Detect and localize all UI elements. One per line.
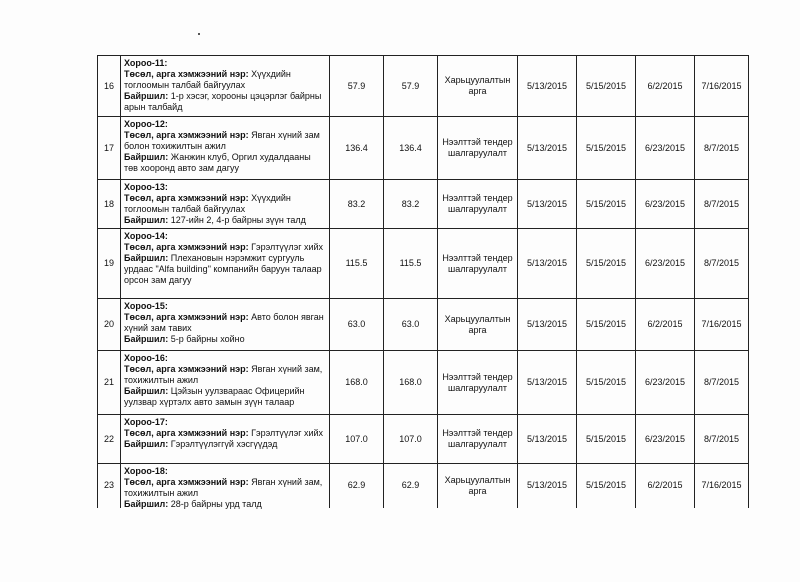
procurement-method: Нээлттэй тендер шалгаруулалт (438, 180, 518, 229)
date-3: 6/23/2015 (636, 415, 695, 464)
date-3: 6/2/2015 (636, 299, 695, 351)
contract-amount: 115.5 (384, 229, 438, 299)
location-label: Байршил: (124, 334, 169, 344)
contract-amount: 62.9 (384, 464, 438, 508)
location-text: Цэйзын уулзвараас Офицерийн уулзвар хүртэлх авто замын зүүн талаар (124, 386, 305, 407)
date-1: 5/13/2015 (518, 56, 577, 117)
cut-off-cell-content (124, 466, 326, 509)
project-description (121, 415, 330, 464)
location-label: Байршил: (124, 439, 169, 449)
project-label: Төсөл, арга хэмжээний нэр: (124, 242, 249, 252)
contract-amount: 63.0 (384, 299, 438, 351)
date-4: 8/7/2015 (695, 229, 749, 299)
district-title: Хороо-15: (124, 301, 168, 311)
procurement-method: Нээлттэй тендер шалгаруулалт (438, 229, 518, 299)
district-title: Хороо-12: (124, 119, 168, 129)
date-2: 5/15/2015 (577, 299, 636, 351)
project-name: Явган хүний зам, тохижилтын ажил (124, 364, 323, 385)
project-label: Төсөл, арга хэмжээний нэр: (124, 428, 249, 438)
date-4: 8/7/2015 (695, 180, 749, 229)
project-label: Төсөл, арга хэмжээний нэр: (124, 69, 249, 79)
row-number: 19 (98, 229, 121, 299)
location-label: Байршил: (124, 91, 169, 101)
contract-amount: 57.9 (384, 56, 438, 117)
project-name: Явган хүний зам, тохижилтын ажил (124, 477, 323, 498)
budget-amount: 62.9 (330, 464, 384, 508)
row-number: 16 (98, 56, 121, 117)
procurement-table (97, 55, 749, 508)
procurement-method: Нээлттэй тендер шалгаруулалт (438, 351, 518, 415)
table-row (98, 415, 749, 464)
location-label: Байршил: (124, 253, 169, 263)
project-label: Төсөл, арга хэмжээний нэр: (124, 477, 249, 487)
procurement-method: Харьцуулалтын арга (438, 56, 518, 117)
project-description (121, 56, 330, 117)
budget-amount: 115.5 (330, 229, 384, 299)
date-1: 5/13/2015 (518, 180, 577, 229)
project-label: Төсөл, арга хэмжээний нэр: (124, 130, 249, 140)
date-2: 5/15/2015 (577, 415, 636, 464)
project-name: Гэрэлтүүлэг хийх (251, 428, 324, 438)
row-number: 21 (98, 351, 121, 415)
date-4: 7/16/2015 (695, 299, 749, 351)
location-text: Жанжин клуб, Оргил худалдааны төв хооронд авто зам дагуу (124, 152, 311, 173)
table-row (98, 117, 749, 180)
contract-amount: 83.2 (384, 180, 438, 229)
district-title: Хороо-17: (124, 417, 168, 427)
project-description (121, 117, 330, 180)
scan-speck (198, 33, 200, 35)
procurement-method: Нээлттэй тендер шалгаруулалт (438, 415, 518, 464)
project-description (121, 351, 330, 415)
date-2: 5/15/2015 (577, 351, 636, 415)
budget-amount: 136.4 (330, 117, 384, 180)
date-3: 6/23/2015 (636, 351, 695, 415)
project-label: Төсөл, арга хэмжээний нэр: (124, 312, 249, 322)
contract-amount: 136.4 (384, 117, 438, 180)
project-name: Явган хүний зам болон тохижилтын ажил (124, 130, 320, 151)
district-title: Хороо-11: (124, 58, 168, 68)
table-row (98, 180, 749, 229)
table-row (98, 299, 749, 351)
district-title: Хороо-13: (124, 182, 168, 192)
project-description (121, 229, 330, 299)
table-body (98, 56, 749, 508)
procurement-method: Харьцуулалтын арга (438, 464, 518, 508)
contract-amount: 107.0 (384, 415, 438, 464)
procurement-method: Нээлттэй тендер шалгаруулалт (438, 117, 518, 180)
row-number: 18 (98, 180, 121, 229)
location-text: Гэрэлтүүлэггүй хэсгүүдэд (170, 439, 278, 449)
budget-amount: 63.0 (330, 299, 384, 351)
date-1: 5/13/2015 (518, 351, 577, 415)
district-title: Хороо-16: (124, 353, 168, 363)
table-row (98, 464, 749, 508)
date-2: 5/15/2015 (577, 464, 636, 508)
date-1: 5/13/2015 (518, 117, 577, 180)
date-3: 6/23/2015 (636, 229, 695, 299)
budget-amount: 168.0 (330, 351, 384, 415)
date-1: 5/13/2015 (518, 415, 577, 464)
date-3: 6/23/2015 (636, 117, 695, 180)
table-row (98, 56, 749, 117)
location-text: 127-ийн 2, 4-р байрны зүүн талд (170, 215, 306, 225)
date-4: 7/16/2015 (695, 464, 749, 508)
budget-amount: 107.0 (330, 415, 384, 464)
project-description (121, 299, 330, 351)
district-title: Хороо-14: (124, 231, 168, 241)
project-label: Төсөл, арга хэмжээний нэр: (124, 193, 249, 203)
table-row (98, 229, 749, 299)
location-text: Плехановын нэрэмжит сургууль урдаас "Alfa building" компанийн баруун талаар орсон зам дагуу (124, 253, 322, 285)
date-1: 5/13/2015 (518, 299, 577, 351)
date-4: 7/16/2015 (695, 56, 749, 117)
budget-amount: 57.9 (330, 56, 384, 117)
project-description (121, 464, 330, 508)
date-2: 5/15/2015 (577, 180, 636, 229)
date-1: 5/13/2015 (518, 229, 577, 299)
contract-amount: 168.0 (384, 351, 438, 415)
budget-amount: 83.2 (330, 180, 384, 229)
table-row (98, 351, 749, 415)
location-text: 28-р байрны урд талд (170, 499, 262, 509)
row-number: 20 (98, 299, 121, 351)
location-text: 1-р хэсэг, хорооны цэцэрлэг байрны арын талбайд (124, 91, 322, 112)
district-title: Хороо-18: (124, 466, 168, 476)
date-4: 8/7/2015 (695, 415, 749, 464)
date-3: 6/23/2015 (636, 180, 695, 229)
project-name: Хүүхдийн тоглоомын талбай байгуулах (124, 69, 291, 90)
location-label: Байршил: (124, 386, 169, 396)
date-3: 6/2/2015 (636, 464, 695, 508)
date-1: 5/13/2015 (518, 464, 577, 508)
location-text: 5-р байрны хойно (170, 334, 245, 344)
location-label: Байршил: (124, 215, 169, 225)
date-3: 6/2/2015 (636, 56, 695, 117)
date-2: 5/15/2015 (577, 117, 636, 180)
project-name: Хүүхдийн тоглоомын талбай байгуулах (124, 193, 291, 214)
row-number: 23 (98, 464, 121, 508)
project-name: Гэрэлтүүлэг хийх (251, 242, 324, 252)
date-2: 5/15/2015 (577, 229, 636, 299)
row-number: 17 (98, 117, 121, 180)
date-4: 8/7/2015 (695, 117, 749, 180)
date-2: 5/15/2015 (577, 56, 636, 117)
project-label: Төсөл, арга хэмжээний нэр: (124, 364, 249, 374)
row-number: 22 (98, 415, 121, 464)
project-description (121, 180, 330, 229)
procurement-method: Харьцуулалтын арга (438, 299, 518, 351)
project-name: Авто болон явган хүний зам тавих (124, 312, 324, 333)
date-4: 8/7/2015 (695, 351, 749, 415)
location-label: Байршил: (124, 499, 169, 509)
location-label: Байршил: (124, 152, 169, 162)
